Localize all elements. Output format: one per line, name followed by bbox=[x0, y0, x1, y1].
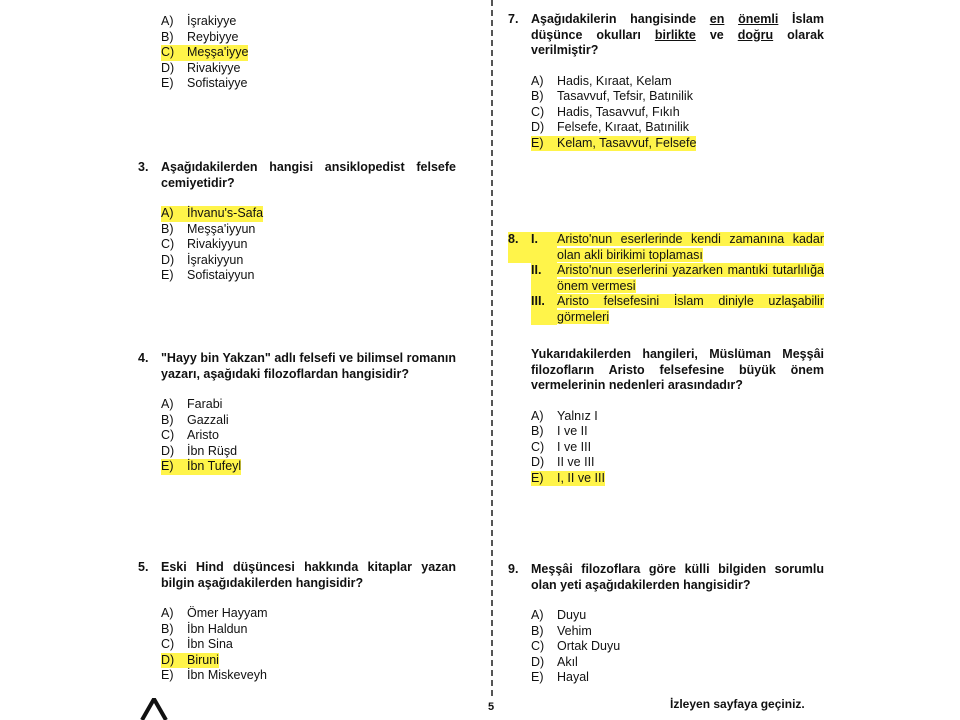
question-5-stem: 5. Eski Hind düşüncesi hakkında kitaplar yazan bilgin aşağıdakilerden hangisidir? bbox=[138, 560, 456, 590]
option-b[interactable]: B) İbn Haldun bbox=[161, 621, 248, 636]
statement-2: II. Aristo'nun eserlerini yazarken mantıki tutarlılığa önem vermesi bbox=[531, 263, 824, 293]
option-e[interactable]: E) İbn Miskeveyh bbox=[161, 668, 267, 682]
option-d[interactable]: D) İbn Rüşd bbox=[161, 443, 238, 458]
option-b[interactable]: B) Vehim bbox=[531, 623, 592, 638]
option-d[interactable]: D) II ve III bbox=[531, 455, 595, 469]
option-b[interactable]: B) Reybiyye bbox=[161, 29, 239, 44]
statement-3: III. Aristo felsefesini İslam diniyle uzlaşabilir görmeleri bbox=[531, 294, 824, 324]
option-b[interactable]: B) Meşşa'iyyun bbox=[161, 221, 256, 236]
question-8-stem: Yukarıdakilerden hangileri, Müslüman Meşşâi filozofların Aristo felsefesine büyük önem vermelerinin nedenleri arasındadır? bbox=[531, 347, 824, 392]
a-letter-logo-icon bbox=[140, 698, 168, 720]
option-e-highlighted[interactable]: E) I, II ve III bbox=[531, 470, 605, 485]
question-9 bbox=[508, 562, 824, 686]
question-3 bbox=[138, 160, 456, 284]
option-d[interactable]: D) Akıl bbox=[531, 654, 578, 669]
option-e[interactable]: E) Sofistaiyye bbox=[161, 76, 248, 90]
option-e-highlighted[interactable]: E) İbn Tufeyl bbox=[161, 459, 242, 473]
option-a[interactable]: A) Ömer Hayyam bbox=[161, 606, 268, 620]
option-b[interactable]: B) I ve II bbox=[531, 424, 588, 438]
option-d[interactable]: D) Rivakiyye bbox=[161, 60, 241, 75]
option-c[interactable]: C) I ve III bbox=[531, 439, 592, 454]
question-5-options bbox=[138, 606, 456, 684]
question-7-stem: 7. Aşağıdakilerin hangisinde en önemli İslam düşünce okulları birlikte ve doğru olarak verilmiştir? bbox=[508, 12, 824, 57]
option-e[interactable]: E) Hayal bbox=[531, 670, 589, 684]
question-8-options bbox=[508, 409, 824, 487]
page-number: 5 bbox=[488, 701, 495, 713]
option-c[interactable]: C) Ortak Duyu bbox=[531, 639, 621, 653]
option-a[interactable]: A) Duyu bbox=[531, 608, 587, 622]
question-5 bbox=[138, 560, 456, 684]
question-3-options bbox=[138, 206, 456, 284]
option-b[interactable]: B) Gazzali bbox=[161, 412, 229, 427]
question-8-statements bbox=[508, 232, 824, 325]
option-a[interactable]: A) Farabi bbox=[161, 397, 223, 411]
option-d[interactable]: D) İşrakiyyun bbox=[161, 252, 244, 267]
question-4-options bbox=[138, 397, 456, 475]
option-e[interactable]: E) Sofistaiyyun bbox=[161, 268, 255, 282]
question-9-options bbox=[508, 608, 824, 686]
question-8 bbox=[508, 232, 824, 486]
option-d[interactable]: D) Felsefe, Kıraat, Batınilik bbox=[531, 120, 690, 134]
option-c[interactable]: C) Hadis, Tasavvuf, Fıkıh bbox=[531, 104, 680, 119]
option-d-highlighted[interactable]: D) Biruni bbox=[161, 652, 219, 667]
question-2-options bbox=[138, 14, 456, 92]
column-divider bbox=[491, 0, 493, 696]
next-page-note: İzleyen sayfaya geçiniz. bbox=[670, 697, 805, 711]
option-e-highlighted[interactable]: E) Kelam, Tasavvuf, Felsefe bbox=[531, 135, 697, 150]
question-4-stem: 4. "Hayy bin Yakzan" adlı felsefi ve bilimsel romanın yazarı, aşağıdaki filozoflardan hangisidir? bbox=[138, 351, 456, 381]
option-c-highlighted[interactable]: C) Meşşa'iyye bbox=[161, 45, 249, 59]
option-c[interactable]: C) Rivakiyyun bbox=[161, 237, 248, 251]
question-4 bbox=[138, 351, 456, 475]
question-3-stem: 3. Aşağıdakilerden hangisi ansiklopedist felsefe cemiyetidir? bbox=[138, 160, 456, 190]
question-9-stem: 9. Meşşâi filozoflara göre külli bilgiden sorumlu olan yeti aşağıdakilerden hangisidir? bbox=[508, 562, 824, 592]
option-b[interactable]: B) Tasavvuf, Tefsir, Batınilik bbox=[531, 89, 693, 103]
option-a[interactable]: A) İşrakiyye bbox=[161, 14, 237, 28]
question-2 bbox=[138, 14, 456, 92]
option-a[interactable]: A) Yalnız I bbox=[531, 408, 598, 423]
question-7-options bbox=[508, 74, 824, 152]
option-a-highlighted[interactable]: A) İhvanu's-Safa bbox=[161, 206, 264, 220]
option-c[interactable]: C) İbn Sina bbox=[161, 637, 233, 651]
option-c[interactable]: C) Aristo bbox=[161, 428, 219, 442]
question-7 bbox=[508, 12, 824, 151]
statement-1: 8. I. Aristo'nun eserlerinde kendi zamanına kadar olan akli birikimi toplaması bbox=[508, 232, 824, 262]
option-a[interactable]: A) Hadis, Kıraat, Kelam bbox=[531, 73, 672, 88]
